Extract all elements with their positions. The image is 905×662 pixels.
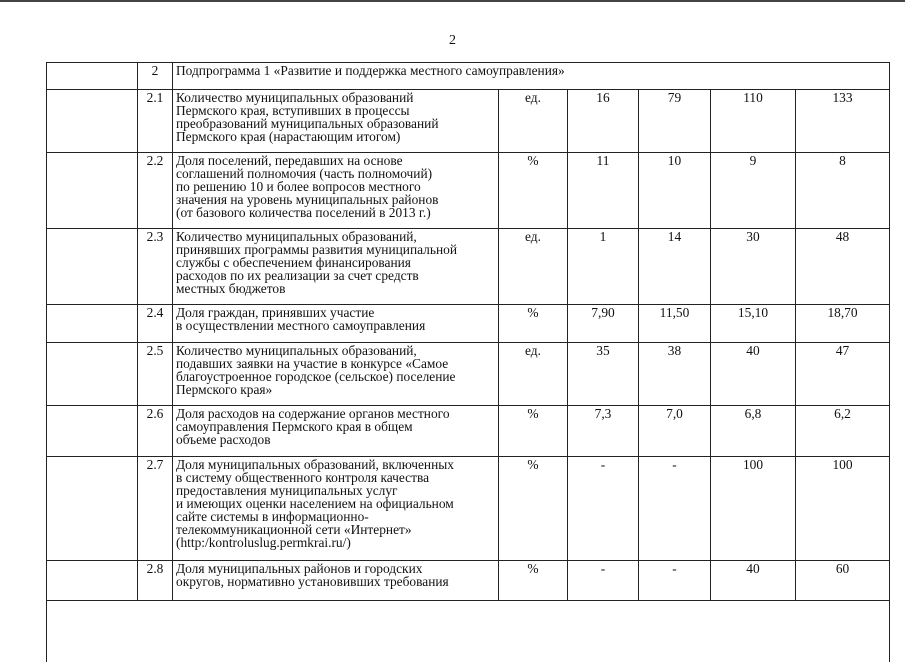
row-number: 2.5 <box>138 343 173 406</box>
indicator-name-line: принявших программы развития муниципальной <box>176 242 457 257</box>
value-cell: 79 <box>639 90 711 153</box>
indicator-name-line: благоустроенное городское (сельское) поселение <box>176 369 456 384</box>
value-cell: 110 <box>711 90 796 153</box>
indicator-name-line: Пермского края» <box>176 382 273 397</box>
indicator-name-line: объеме расходов <box>176 432 271 447</box>
indicator-name-line: расходов по их реализации за счет средств <box>176 268 419 283</box>
unit-cell: % <box>499 457 568 561</box>
unit-cell: ед. <box>499 343 568 406</box>
indicator-name-line: в осуществлении местного самоуправления <box>176 318 426 333</box>
value-cell: 7,3 <box>568 406 639 457</box>
indicator-name-line: самоуправления Пермского края в общем <box>176 419 413 434</box>
unit-cell: ед. <box>499 229 568 305</box>
indicator-name <box>173 406 499 457</box>
value-cell: 15,10 <box>711 305 796 343</box>
value-cell: 35 <box>568 343 639 406</box>
top-rule <box>0 0 905 2</box>
indicator-name-line: Количество муниципальных образований, <box>176 343 417 358</box>
unit-cell: % <box>499 406 568 457</box>
table-row <box>47 406 890 457</box>
value-cell: 18,70 <box>796 305 890 343</box>
value-cell: - <box>568 457 639 561</box>
unit-cell: ед. <box>499 90 568 153</box>
row-number: 2.2 <box>138 153 173 229</box>
table-row <box>47 457 890 561</box>
indicator-name-line: Пермского края, вступивших в процессы <box>176 103 410 118</box>
indicator-name-line: Доля поселений, передавших на основе <box>176 153 403 168</box>
value-cell: 60 <box>796 561 890 601</box>
row-number: 2.7 <box>138 457 173 561</box>
row-number: 2.6 <box>138 406 173 457</box>
value-cell: 10 <box>639 153 711 229</box>
unit-cell: % <box>499 305 568 343</box>
indicator-name-line: Доля муниципальных образований, включенных <box>176 457 454 472</box>
section-title: Подпрограмма 1 «Развитие и поддержка местного самоуправления» <box>173 63 890 90</box>
value-cell: 40 <box>711 343 796 406</box>
indicator-name-line: значения на уровень муниципальных районов <box>176 192 439 207</box>
value-cell: 9 <box>711 153 796 229</box>
section-row <box>47 63 890 90</box>
blank-cell <box>47 63 138 90</box>
blank-cell <box>47 90 138 153</box>
value-cell: 7,0 <box>639 406 711 457</box>
table-row <box>47 305 890 343</box>
blank-cell <box>47 343 138 406</box>
blank-cell <box>47 457 138 561</box>
blank-cell <box>47 305 138 343</box>
indicator-name <box>173 305 499 343</box>
value-cell: 100 <box>711 457 796 561</box>
indicator-name-line: по решению 10 и более вопросов местного <box>176 179 421 194</box>
value-cell: 133 <box>796 90 890 153</box>
blank-cell <box>47 561 138 601</box>
indicator-name-line: округов, нормативно установивших требования <box>176 574 449 589</box>
table-row <box>47 343 890 406</box>
value-cell: - <box>639 457 711 561</box>
value-cell: 6,8 <box>711 406 796 457</box>
unit-cell: % <box>499 153 568 229</box>
indicator-name <box>173 229 499 305</box>
indicators-table <box>46 62 890 601</box>
indicator-name-line: в систему общественного контроля качества <box>176 470 430 485</box>
table-row <box>47 561 890 601</box>
unit-cell: % <box>499 561 568 601</box>
row-number: 2.8 <box>138 561 173 601</box>
indicator-name-line: местных бюджетов <box>176 281 286 296</box>
page-number: 2 <box>449 33 456 48</box>
indicator-name-line: сайте системы в информационно- <box>176 509 369 524</box>
indicator-name-line: (от базового количества поселений в 2013 г.) <box>176 205 431 220</box>
indicator-name-line: Доля граждан, принявших участие <box>176 305 375 320</box>
value-cell: 14 <box>639 229 711 305</box>
value-cell: 8 <box>796 153 890 229</box>
indicator-name-line: подавших заявки на участие в конкурсе «Самое <box>176 356 449 371</box>
value-cell: 38 <box>639 343 711 406</box>
indicator-name-line: Доля расходов на содержание органов местного <box>176 406 450 421</box>
blank-cell <box>47 406 138 457</box>
row-number: 2.4 <box>138 305 173 343</box>
value-cell: 7,90 <box>568 305 639 343</box>
indicator-name <box>173 343 499 406</box>
row-number: 2.1 <box>138 90 173 153</box>
indicator-name-line: (http:/kontroluslug.permkrai.ru/) <box>176 535 351 550</box>
value-cell: 48 <box>796 229 890 305</box>
blank-cell <box>47 229 138 305</box>
value-cell: 30 <box>711 229 796 305</box>
indicator-name-line: Количество муниципальных образований, <box>176 229 417 244</box>
value-cell: - <box>568 561 639 601</box>
value-cell: 40 <box>711 561 796 601</box>
indicator-name <box>173 561 499 601</box>
table-row <box>47 90 890 153</box>
value-cell: 47 <box>796 343 890 406</box>
row-number: 2.3 <box>138 229 173 305</box>
value-cell: 6,2 <box>796 406 890 457</box>
indicator-name-line: предоставления муниципальных услуг <box>176 483 398 498</box>
value-cell: 1 <box>568 229 639 305</box>
indicator-name-line: соглашений полномочия (часть полномочий) <box>176 166 433 181</box>
indicator-name-line: телекоммуникационной сети «Интернет» <box>176 522 412 537</box>
value-cell: 11,50 <box>639 305 711 343</box>
table-row <box>47 229 890 305</box>
indicator-name <box>173 153 499 229</box>
indicator-name-line: и имеющих оценки населением на официальном <box>176 496 454 511</box>
blank-cell <box>47 153 138 229</box>
indicator-name-line: Доля муниципальных районов и городских <box>176 561 423 576</box>
value-cell: 100 <box>796 457 890 561</box>
indicators-body <box>47 63 890 601</box>
value-cell: 11 <box>568 153 639 229</box>
indicator-name <box>173 457 499 561</box>
value-cell: 16 <box>568 90 639 153</box>
table-row <box>47 153 890 229</box>
section-number: 2 <box>138 63 173 90</box>
indicator-name-line: Пермского края (нарастающим итогом) <box>176 129 401 144</box>
indicator-name <box>173 90 499 153</box>
indicator-name-line: службы с обеспечением финансирования <box>176 255 411 270</box>
value-cell: - <box>639 561 711 601</box>
indicator-name-line: преобразований муниципальных образований <box>176 116 439 131</box>
indicator-name-line: Количество муниципальных образований <box>176 90 414 105</box>
